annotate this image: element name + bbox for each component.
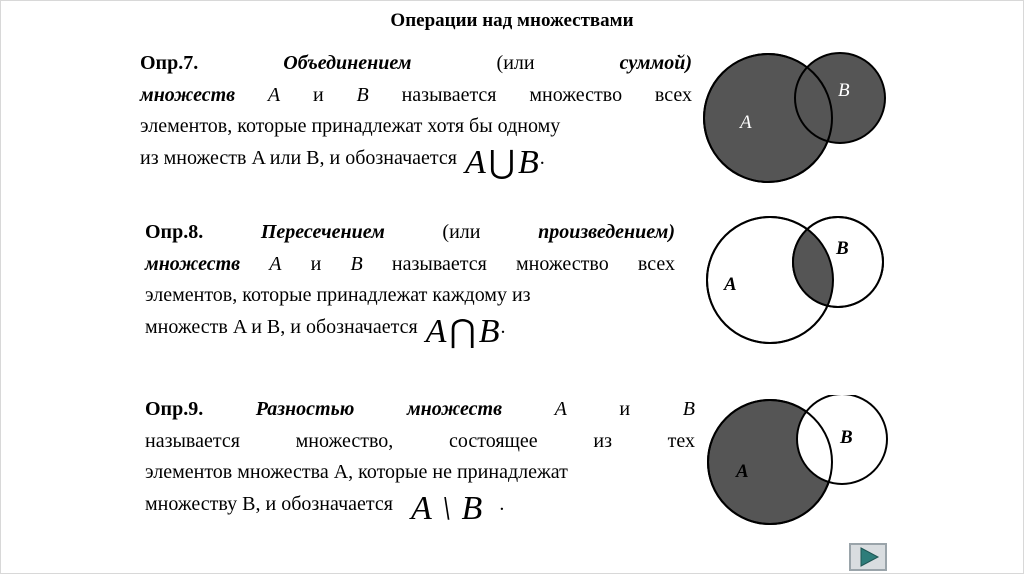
union-symbol: A⋃B	[464, 143, 540, 181]
def7-word: и	[312, 83, 324, 106]
def8-line-3: элементов, которые принадлежат каждому из	[145, 284, 531, 306]
set-b-label: B	[836, 238, 849, 259]
intersection-symbol: A⋂B	[425, 312, 501, 350]
def7-var-b: B	[356, 83, 369, 106]
def9-end: .	[499, 492, 505, 515]
def7-word: множество	[529, 83, 623, 106]
def8-word: множеств	[145, 252, 241, 275]
def8-term: Пересечением	[260, 221, 385, 243]
def9-word: множество,	[295, 429, 394, 452]
def7-label: Опр.7.	[140, 52, 199, 74]
def8-word: множество	[516, 252, 609, 275]
def8-word: называется	[391, 252, 487, 275]
def9-var-b: B	[682, 398, 695, 420]
def8-word: (или	[442, 221, 481, 243]
next-slide-button[interactable]	[849, 543, 887, 571]
def7-word: (или	[496, 52, 535, 74]
def7-var-a: A	[267, 83, 281, 106]
def9-word: из	[593, 429, 612, 452]
def7-alt-term: суммой)	[619, 52, 692, 74]
def8-var-b: B	[350, 252, 363, 275]
def9-word: называется	[145, 429, 240, 452]
def9-line-4: множеству B, и обозначается	[145, 492, 393, 515]
set-b-label: B	[840, 427, 853, 448]
venn-intersection-diagram	[700, 210, 895, 350]
difference-symbol: A \ B	[410, 489, 484, 527]
def8-line-4: множеств A и B, и обозначается	[145, 315, 418, 338]
def8-label: Опр.8.	[145, 221, 204, 243]
definition-8	[145, 217, 675, 350]
venn-union-diagram	[700, 50, 895, 190]
def9-term: Разностью	[255, 398, 355, 420]
def9-word: и	[619, 398, 631, 420]
set-a-label: A	[740, 112, 752, 133]
def7-word: множеств	[140, 83, 236, 106]
venn-difference-diagram	[702, 395, 897, 535]
page-title: Операции над множествами	[390, 10, 634, 31]
def9-label: Опр.9.	[145, 398, 204, 420]
set-b-label: B	[838, 80, 850, 101]
def9-line-3: элементов множества A, которые не принадлежат	[145, 461, 568, 483]
def8-word: всех	[637, 252, 675, 275]
def8-alt-term: произведением)	[538, 221, 675, 243]
def9-var-a: A	[554, 398, 567, 420]
play-icon	[851, 545, 885, 569]
def7-end: .	[539, 146, 545, 169]
def9-word: множеств	[406, 398, 503, 420]
def8-var-a: A	[269, 252, 282, 275]
set-a-label: A	[724, 274, 737, 295]
def7-line-4: из множеств A или B, и обозначается	[140, 146, 457, 169]
definition-7	[140, 48, 692, 181]
def7-word: называется	[401, 83, 497, 106]
def9-word: тех	[667, 429, 695, 452]
def7-term: Объединением	[283, 52, 412, 74]
set-a-label: A	[736, 461, 749, 482]
def7-line-3: элементов, которые принадлежат хотя бы одному	[140, 115, 561, 137]
definition-9	[145, 394, 695, 527]
def8-word: и	[310, 252, 322, 275]
def9-word: состоящее	[448, 429, 538, 452]
def7-word: всех	[654, 83, 692, 106]
def8-end: .	[500, 315, 506, 338]
